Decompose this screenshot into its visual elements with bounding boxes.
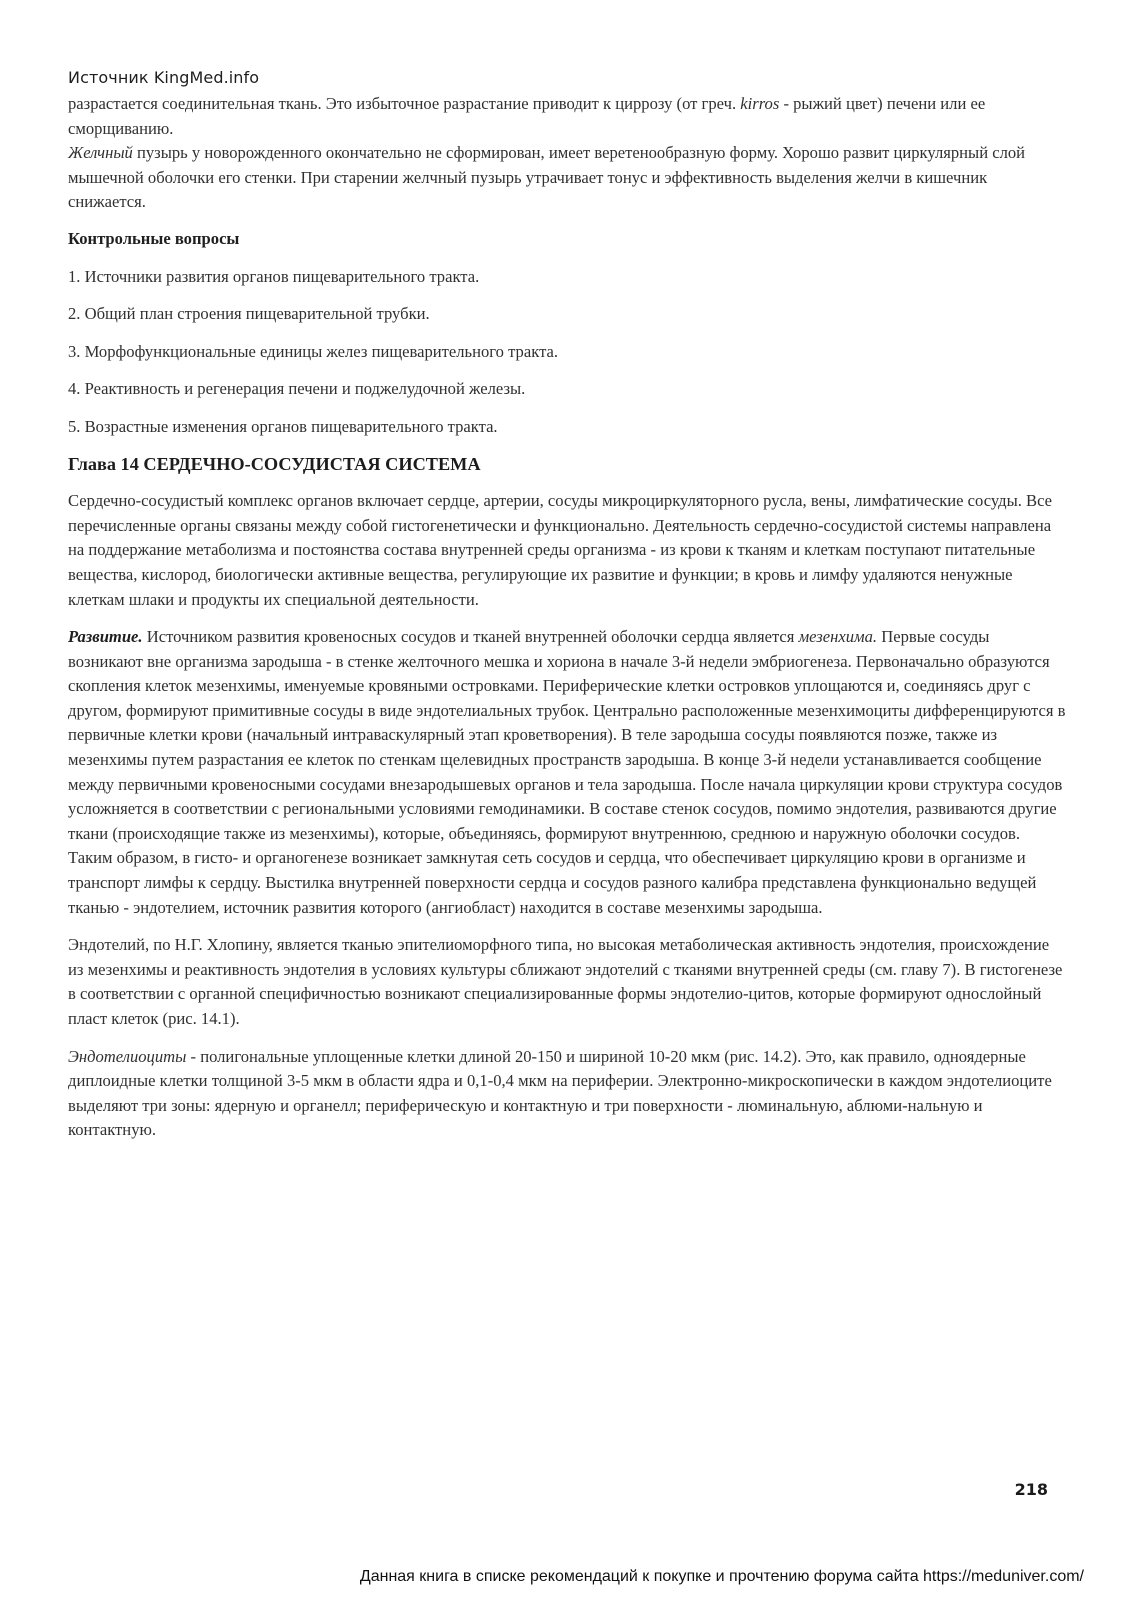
- paragraph-thus: Таким образом, в гисто- и органогенезе возникает замкнутая сеть сосудов и сердца, что обеспечивает циркуляцию крови в организме и транспорт лимфы к сердцу. Выстилка внутренней поверхности сердца и сосудов разного калибра представлена функционально ведущей тканью - эндотелием, источник развития которого (ангиобласт) находится в составе мезенхимы зародыша.: [68, 848, 1037, 917]
- paragraph-development: [68, 625, 1066, 846]
- text-span: разрастается соединительная ткань. Это избыточное разрастание приводит к циррозу (от греч.: [68, 94, 741, 113]
- text-span: Первые сосуды возникают вне организма зародыша - в стенке желточного мешка и хориона в начале 3-й недели эмбриогенеза. Первоначально образуются скопления клеток мезенхимы, именуемые кровяными островками. Периферические клетки островков уплощаются и, соединяясь друг с другом, формируют примитивные сосуды в виде эндотелиальных трубок. Центрально расположенные мезенхимоциты дифференцируются в первичные клетки крови (начальный интраваскулярный этап кроветворения). В теле зародыша сосуды появляются позже, также из мезенхимы путем разрастания ее клеток по стенкам щелевидных пространств зародыша. В конце 3-й недели устанавливается сообщение между первичными кровеносными сосудами внезародышевых органов и тела зародыша. После начала циркуляции крови структура сосудов усложняется в соответствии с региональными условиями гемодинамики. В составе стенок сосудов, помимо эндотелия, развиваются другие ткани (происходящие также из мезенхимы), которые, объединяясь, формируют внутреннюю, среднюю и наружную оболочки сосудов.: [68, 627, 1066, 843]
- development-lead: Развитие.: [68, 627, 143, 647]
- chapter-title: Глава 14 СЕРДЕЧНО-СОСУДИСТАЯ СИСТЕМА: [68, 453, 481, 474]
- source-label: Источник KingMed.info: [68, 68, 260, 87]
- paragraph-endotheliocytes: [68, 1045, 1066, 1143]
- control-questions-heading: Контрольные вопросы: [68, 228, 240, 248]
- footer-note: Данная книга в списке рекомендаций к покупке и прочтению форума сайта https://meduniver.com/: [359, 1568, 1084, 1585]
- term-kirros: kirros: [740, 94, 780, 113]
- question-item: 1. Источники развития органов пищеварительного тракта.: [68, 266, 480, 286]
- paragraph-cirrhosis: [68, 92, 1066, 141]
- text-span: - полигональные уплощенные клетки длиной 20-150 и шириной 10-20 мкм (рис. 14.2). Это, как правило, одноядерные диплоидные клетки толщиной 3-5 мкм в области ядра и 0,1-0,4 мкм на периферии. Электронно-микроскопически в каждом эндотелиоците выделяют три зоны: ядерную и органелл; периферическую и контактную и три поверхности - люминальную, аблюми-нальную и контактную.: [68, 1046, 1052, 1140]
- question-item: 5. Возрастные изменения органов пищеварительного тракта.: [68, 416, 498, 436]
- text-span: Источником развития кровеносных сосудов и тканей внутренней оболочки сердца является: [142, 627, 799, 647]
- term-gallbladder: Желчный: [68, 143, 133, 163]
- term-endotheliocytes: Эндотелиоциты: [68, 1046, 187, 1066]
- question-item: 2. Общий план строения пищеварительной трубки.: [68, 304, 430, 324]
- text-span: пузырь у новорожденного окончательно не сформирован, имеет веретенообразную форму. Хорошо развит циркулярный слой мышечной оболочки его стенки. При старении желчный пузырь утрачивает тонус и эффективность выделения желчи в кишечник снижается.: [68, 143, 1026, 212]
- paragraph-endothelium: Эндотелий, по Н.Г. Хлопину, является тканью эпителиоморфного типа, но высокая метаболическая активность эндотелия, происхождение из мезенхимы и реактивность эндотелия в условиях культуры сближают эндотелий с тканями внутренней среды (см. главу 7). В гистогенезе в соответствии с органной специфичностью возникают специализированные формы эндотелио-цитов, которые формируют однослойный пласт клеток (рис. 14.1).: [68, 935, 1063, 1028]
- text-span: - рыжий цвет) печени или ее сморщиванию.: [68, 94, 986, 138]
- question-item: 4. Реактивность и регенерация печени и поджелудочной железы.: [68, 379, 526, 399]
- paragraph-gallbladder: [68, 141, 1066, 215]
- paragraph-cardiovascular-complex: Сердечно-сосудистый комплекс органов включает сердце, артерии, сосуды микроциркуляторного русла, вены, лимфатические сосуды. Все перечисленные органы связаны между собой гистогенетически и функционально. Деятельность сердечно-сосудистой системы направлена на поддержание метаболизма и постоянства состава внутренней среды организма - из крови к тканям и клеткам поступают питательные вещества, кислород, биологически активные вещества, регулирующие их развитие и функции; в кровь и лимфу удаляются ненужные клеткам шлаки и продукты их специальной деятельности.: [68, 491, 1053, 609]
- question-item: 3. Морфофункциональные единицы желез пищеварительного тракта.: [68, 341, 559, 361]
- term-mesenchyme: мезенхима.: [798, 627, 878, 647]
- page-content: [68, 92, 1066, 1143]
- page-number: 218: [1014, 1480, 1048, 1499]
